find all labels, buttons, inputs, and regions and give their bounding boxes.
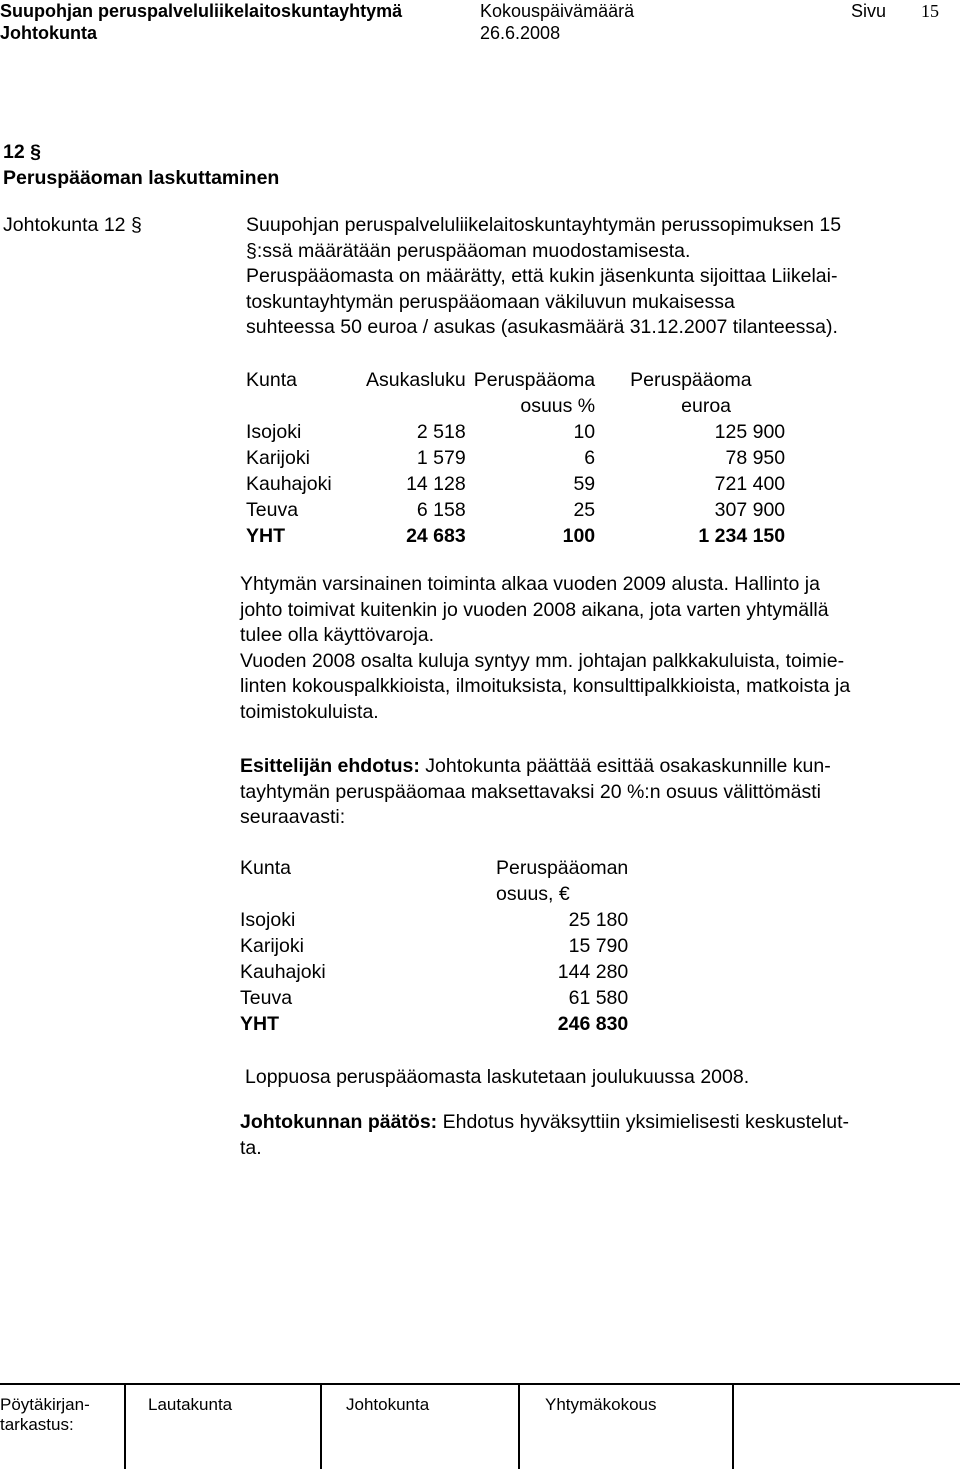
section-number: 12 bbox=[3, 141, 25, 163]
header-date: 26.6.2008 bbox=[480, 23, 561, 43]
intro-paragraph bbox=[246, 213, 946, 341]
table-row: Kauhajoki 144 280 bbox=[240, 961, 629, 983]
footer-divider bbox=[732, 1385, 734, 1469]
footer-general-meeting: Yhtymäkokous bbox=[545, 1395, 657, 1414]
column-header: Kunta bbox=[240, 857, 291, 879]
footer-rule bbox=[0, 1383, 960, 1385]
footer-divider bbox=[518, 1385, 520, 1469]
column-subheader: osuus, € bbox=[496, 883, 570, 905]
header-organization: Suupohjan peruspalveluliikelaitoskuntayhtymä bbox=[0, 1, 403, 21]
table-subheader-row bbox=[246, 393, 785, 419]
table-row: Isojoki 25 180 bbox=[240, 909, 629, 931]
table-row: Karijoki 1 579 6 78 950 bbox=[246, 447, 786, 469]
reference-label: Johtokunta 12 bbox=[3, 214, 126, 236]
header-page-number: 15 bbox=[921, 1, 939, 21]
footer-divider bbox=[124, 1385, 126, 1469]
table-row: Karijoki 15 790 bbox=[240, 935, 629, 957]
reference-section-sign: § bbox=[130, 214, 142, 236]
header-date-label: Kokouspäivämäärä bbox=[480, 1, 635, 21]
reference-line bbox=[3, 213, 142, 239]
intro-line: Peruspääomasta on määrätty, että kukin jäsenkunta sijoittaa Liikelai- bbox=[246, 265, 838, 287]
body-paragraph: Yhtymän varsinainen toiminta alkaa vuoden 2009 alusta. Hallinto ja johto toimivat kuitenkin jo vuoden 2008 aikana, jota varten yhtymällä tulee olla käyttövaroja. Vuoden 2008 osalta kuluja syntyy mm. johtajan palkkakuluista, toimie- linten kokouspalkkioista, ilmoituksista, konsulttipalkkioista, matkoista ja toimistokuluista. bbox=[240, 573, 851, 723]
table-row: Isojoki 2 518 10 125 900 bbox=[246, 421, 786, 443]
column-subheader: euroa bbox=[681, 395, 732, 417]
table-header-row bbox=[240, 855, 628, 881]
remainder-text: Loppuosa peruspääomasta laskutetaan joulukuussa 2008. bbox=[245, 1066, 750, 1088]
footer-divider bbox=[320, 1385, 322, 1469]
table-total-row: YHT 24 683 100 1 234 150 bbox=[246, 525, 786, 547]
footer-minutes-check: Pöytäkirjan- tarkastus: bbox=[0, 1395, 90, 1434]
intro-line: toskuntayhtymän peruspääomaan väkiluvun mukaisessa bbox=[246, 290, 735, 313]
section-sign: § bbox=[30, 141, 41, 163]
column-header: Kunta bbox=[246, 369, 297, 391]
column-subheader: osuus % bbox=[520, 395, 596, 417]
intro-line: Suupohjan peruspalveluliikelaitoskuntayhtymän perussopimuksen 15 bbox=[246, 214, 842, 236]
intro-line: suhteessa 50 euroa / asukas (asukasmäärä 31.12.2007 tilanteessa). bbox=[246, 316, 838, 338]
footer-board: Lautakunta bbox=[148, 1395, 233, 1414]
column-header: Asukasluku bbox=[366, 369, 466, 391]
intro-line: §:ssä määrätään peruspääoman muodostamisesta. bbox=[246, 239, 691, 262]
proposal-label: Esittelijän ehdotus: bbox=[240, 755, 420, 777]
proposal-share-table bbox=[240, 855, 628, 1037]
column-header: Peruspääoma bbox=[630, 369, 752, 391]
table-total-row: YHT 246 830 bbox=[240, 1013, 629, 1035]
table-row: Teuva 6 158 25 307 900 bbox=[246, 499, 786, 521]
table-row: Teuva 61 580 bbox=[240, 987, 629, 1009]
table-row: Kauhajoki 14 128 59 721 400 bbox=[246, 473, 786, 495]
section-number-line bbox=[3, 140, 41, 166]
header-page-label: Sivu bbox=[851, 1, 887, 21]
decision-paragraph: Johtokunnan päätös: Ehdotus hyväksyttiin yksimielisesti keskustelut- ta. bbox=[240, 1111, 849, 1159]
header-body: Johtokunta bbox=[0, 23, 97, 43]
table-subheader-row bbox=[240, 881, 628, 907]
column-header: Peruspääoman bbox=[496, 857, 629, 879]
footer-executive-board: Johtokunta bbox=[346, 1395, 430, 1414]
section-title: Peruspääoman laskuttaminen bbox=[3, 167, 280, 189]
share-table bbox=[246, 367, 785, 549]
column-header: Peruspääoma bbox=[473, 369, 596, 391]
decision-label: Johtokunnan päätös: bbox=[240, 1111, 438, 1133]
proposal-paragraph: Esittelijän ehdotus: Johtokunta päättää esittää osakaskunnille kun- tayhtymän peruspääomaa maksettavaksi 20 %:n osuus välittömästi seuraavasti: bbox=[240, 755, 831, 828]
table-header-row bbox=[246, 367, 785, 393]
